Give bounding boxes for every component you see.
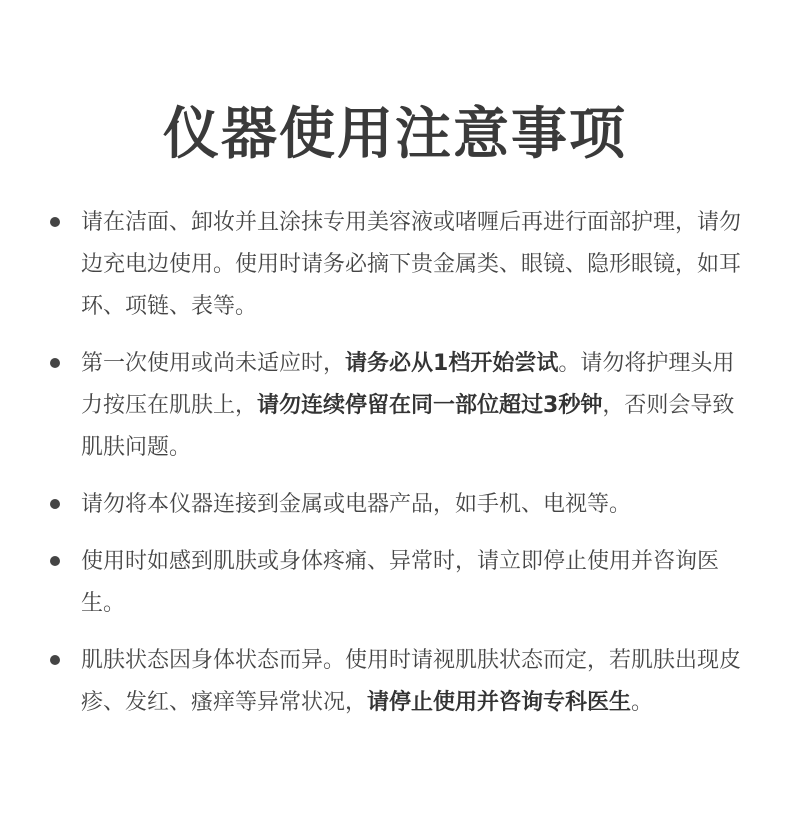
page-title: 仪器使用注意事项 (163, 101, 627, 167)
precaution-text: 。 (631, 690, 654, 715)
emphasized-warning: 请勿连续停留在同一部位超过3秒钟 (257, 393, 603, 418)
precaution-text: 第一次使用或尚未适应时， (81, 351, 346, 376)
emphasized-warning: 请务必从1档开始尝试 (345, 351, 559, 376)
precaution-item-2 (50, 343, 750, 469)
precaution-item-3 (50, 484, 750, 526)
bullet-icon (50, 655, 60, 665)
bullet-icon (50, 358, 60, 368)
precaution-item-5 (50, 640, 750, 724)
precaution-text: 请在洁面、卸妆并且涂抹专用美容液或啫喱后再进行面部护理，请勿边充电边使用。使用时请务必摘下贵金属类、眼镜、隐形眼镜，如耳环、项链、表等。 (81, 210, 742, 319)
precautions-list (50, 202, 750, 739)
bullet-icon (50, 556, 60, 566)
precaution-text: 肌肤状态因身体状态而异。使用时请视肌肤状态而定，若肌肤出现皮疹、发红、瘙痒等异常状况， (81, 648, 742, 715)
precaution-item-4 (50, 541, 750, 625)
precaution-text: 。请勿将护理头用力按压在肌肤上， (81, 351, 735, 418)
emphasized-warning: 请停止使用并咨询专科医生 (367, 690, 632, 715)
precaution-item-1 (50, 202, 750, 328)
bullet-icon (50, 499, 60, 509)
precaution-text: 使用时如感到肌肤或身体疼痛、异常时，请立即停止使用并咨询医生。 (81, 549, 720, 616)
precaution-text: ，否则会导致肌肤问题。 (81, 393, 735, 460)
bullet-icon (50, 217, 60, 227)
precaution-text: 请勿将本仪器连接到金属或电器产品，如手机、电视等。 (81, 492, 632, 517)
